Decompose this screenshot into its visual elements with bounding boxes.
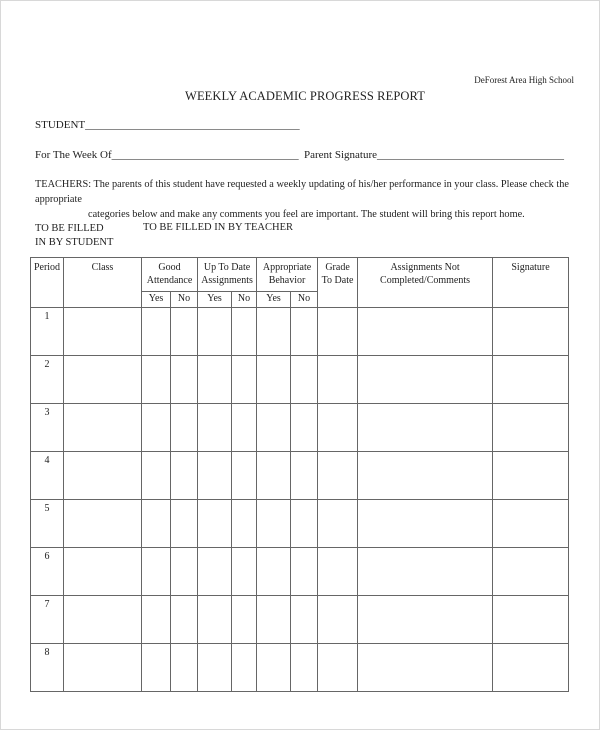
signature-cell[interactable] — [493, 548, 569, 596]
grade-cell[interactable] — [318, 404, 358, 452]
assignments-no-cell[interactable] — [232, 500, 257, 548]
comments-cell[interactable] — [358, 404, 493, 452]
grade-cell[interactable] — [318, 596, 358, 644]
signature-cell[interactable] — [493, 644, 569, 692]
class-cell[interactable] — [64, 452, 142, 500]
behavior-no-cell[interactable] — [291, 356, 318, 404]
attendance-yes-cell[interactable] — [142, 404, 171, 452]
class-cell[interactable] — [64, 644, 142, 692]
period-cell: 7 — [31, 596, 64, 644]
attendance-yes-cell[interactable] — [142, 452, 171, 500]
grade-cell[interactable] — [318, 308, 358, 356]
attendance-no-cell[interactable] — [171, 308, 198, 356]
class-cell[interactable] — [64, 308, 142, 356]
attendance-yes-cell[interactable] — [142, 356, 171, 404]
assignments-header: Up To Date Assignments — [198, 258, 257, 292]
assignments-no-header: No — [232, 292, 257, 308]
assignments-yes-cell[interactable] — [198, 404, 232, 452]
assignments-no-cell[interactable] — [232, 452, 257, 500]
table-row — [31, 356, 569, 404]
comments-cell[interactable] — [358, 548, 493, 596]
progress-table — [30, 257, 569, 692]
behavior-yes-cell[interactable] — [257, 500, 291, 548]
signature-cell[interactable] — [493, 596, 569, 644]
grade-cell[interactable] — [318, 452, 358, 500]
comments-cell[interactable] — [358, 500, 493, 548]
period-cell: 3 — [31, 404, 64, 452]
signature-cell[interactable] — [493, 404, 569, 452]
attendance-yes-cell[interactable] — [142, 548, 171, 596]
assignments-no-cell[interactable] — [232, 356, 257, 404]
table-row — [31, 596, 569, 644]
behavior-yes-cell[interactable] — [257, 548, 291, 596]
teachers-note — [35, 177, 575, 222]
attendance-yes-cell[interactable] — [142, 596, 171, 644]
comments-cell[interactable] — [358, 308, 493, 356]
grade-cell[interactable] — [318, 644, 358, 692]
report-title: WEEKLY ACADEMIC PROGRESS REPORT — [185, 89, 425, 103]
grade-cell[interactable] — [318, 500, 358, 548]
table-row — [31, 404, 569, 452]
period-cell: 4 — [31, 452, 64, 500]
behavior-header: Appropriate Behavior — [257, 258, 318, 292]
period-cell: 2 — [31, 356, 64, 404]
comments-cell[interactable] — [358, 596, 493, 644]
table-row — [31, 644, 569, 692]
period-cell: 8 — [31, 644, 64, 692]
table-row — [31, 500, 569, 548]
behavior-no-cell[interactable] — [291, 452, 318, 500]
attendance-yes-cell[interactable] — [142, 500, 171, 548]
behavior-no-cell[interactable] — [291, 596, 318, 644]
assignments-yes-cell[interactable] — [198, 356, 232, 404]
table-row — [31, 452, 569, 500]
assignments-yes-cell[interactable] — [198, 308, 232, 356]
class-cell[interactable] — [64, 500, 142, 548]
attendance-yes-cell[interactable] — [142, 308, 171, 356]
behavior-yes-cell[interactable] — [257, 596, 291, 644]
signature-cell[interactable] — [493, 452, 569, 500]
assignments-no-cell[interactable] — [232, 596, 257, 644]
table-row — [31, 308, 569, 356]
assignments-no-cell[interactable] — [232, 548, 257, 596]
assignments-no-cell[interactable] — [232, 308, 257, 356]
behavior-yes-cell[interactable] — [257, 644, 291, 692]
behavior-yes-cell[interactable] — [257, 356, 291, 404]
teachers-note-line-1: TEACHERS: The parents of this student have requested a weekly updating of his/her performance in your class. Please check the appropriate — [35, 179, 569, 205]
assignments-yes-cell[interactable] — [198, 548, 232, 596]
comments-cell[interactable] — [358, 356, 493, 404]
period-cell: 6 — [31, 548, 64, 596]
assignments-yes-cell[interactable] — [198, 500, 232, 548]
attendance-no-cell[interactable] — [171, 644, 198, 692]
comments-cell[interactable] — [358, 644, 493, 692]
behavior-no-header: No — [291, 292, 318, 308]
assignments-yes-cell[interactable] — [198, 596, 232, 644]
student-fill-label-line-1: TO BE FILLED — [35, 223, 104, 234]
period-header: Period — [31, 258, 64, 308]
assignments-yes-cell[interactable] — [198, 452, 232, 500]
teachers-note-line-2: categories below and make any comments you feel are important. The student will bring this report home. — [88, 209, 525, 220]
behavior-yes-cell[interactable] — [257, 308, 291, 356]
table-header-row — [31, 258, 569, 292]
assignments-yes-header: Yes — [198, 292, 232, 308]
signature-cell[interactable] — [493, 308, 569, 356]
behavior-no-cell[interactable] — [291, 548, 318, 596]
behavior-yes-cell[interactable] — [257, 404, 291, 452]
attendance-yes-cell[interactable] — [142, 644, 171, 692]
grade-cell[interactable] — [318, 356, 358, 404]
attendance-no-cell[interactable] — [171, 596, 198, 644]
week-of-field[interactable]: For The Week Of__________________________________ — [35, 149, 299, 161]
comments-header: Assignments Not Completed/Comments — [358, 258, 493, 308]
behavior-no-cell[interactable] — [291, 404, 318, 452]
parent-signature-field[interactable]: Parent Signature__________________________________ — [304, 149, 565, 161]
teacher-fill-label: TO BE FILLED IN BY TEACHER — [143, 222, 294, 233]
class-cell[interactable] — [64, 548, 142, 596]
period-cell: 5 — [31, 500, 64, 548]
comments-cell[interactable] — [358, 452, 493, 500]
assignments-no-cell[interactable] — [232, 644, 257, 692]
behavior-no-cell[interactable] — [291, 308, 318, 356]
class-header: Class — [64, 258, 142, 308]
assignments-yes-cell[interactable] — [198, 644, 232, 692]
behavior-yes-header: Yes — [257, 292, 291, 308]
period-cell: 1 — [31, 308, 64, 356]
behavior-yes-cell[interactable] — [257, 452, 291, 500]
behavior-no-cell[interactable] — [291, 500, 318, 548]
attendance-no-cell[interactable] — [171, 404, 198, 452]
attendance-no-cell[interactable] — [171, 452, 198, 500]
signature-header: Signature — [493, 258, 569, 308]
attendance-no-cell[interactable] — [171, 548, 198, 596]
class-cell[interactable] — [64, 596, 142, 644]
attendance-yes-header: Yes — [142, 292, 171, 308]
attendance-header: Good Attendance — [142, 258, 198, 292]
behavior-no-cell[interactable] — [291, 644, 318, 692]
school-name: DeForest Area High School — [474, 75, 574, 85]
grade-header: Grade To Date — [318, 258, 358, 308]
signature-cell[interactable] — [493, 500, 569, 548]
student-fill-label — [35, 222, 113, 250]
attendance-no-cell[interactable] — [171, 356, 198, 404]
class-cell[interactable] — [64, 404, 142, 452]
assignments-no-cell[interactable] — [232, 404, 257, 452]
student-fill-label-line-2: IN BY STUDENT — [35, 237, 114, 248]
student-field[interactable]: STUDENT_______________________________________ — [35, 119, 300, 131]
table-row — [31, 548, 569, 596]
attendance-no-cell[interactable] — [171, 500, 198, 548]
attendance-no-header: No — [171, 292, 198, 308]
class-cell[interactable] — [64, 356, 142, 404]
signature-cell[interactable] — [493, 356, 569, 404]
grade-cell[interactable] — [318, 548, 358, 596]
